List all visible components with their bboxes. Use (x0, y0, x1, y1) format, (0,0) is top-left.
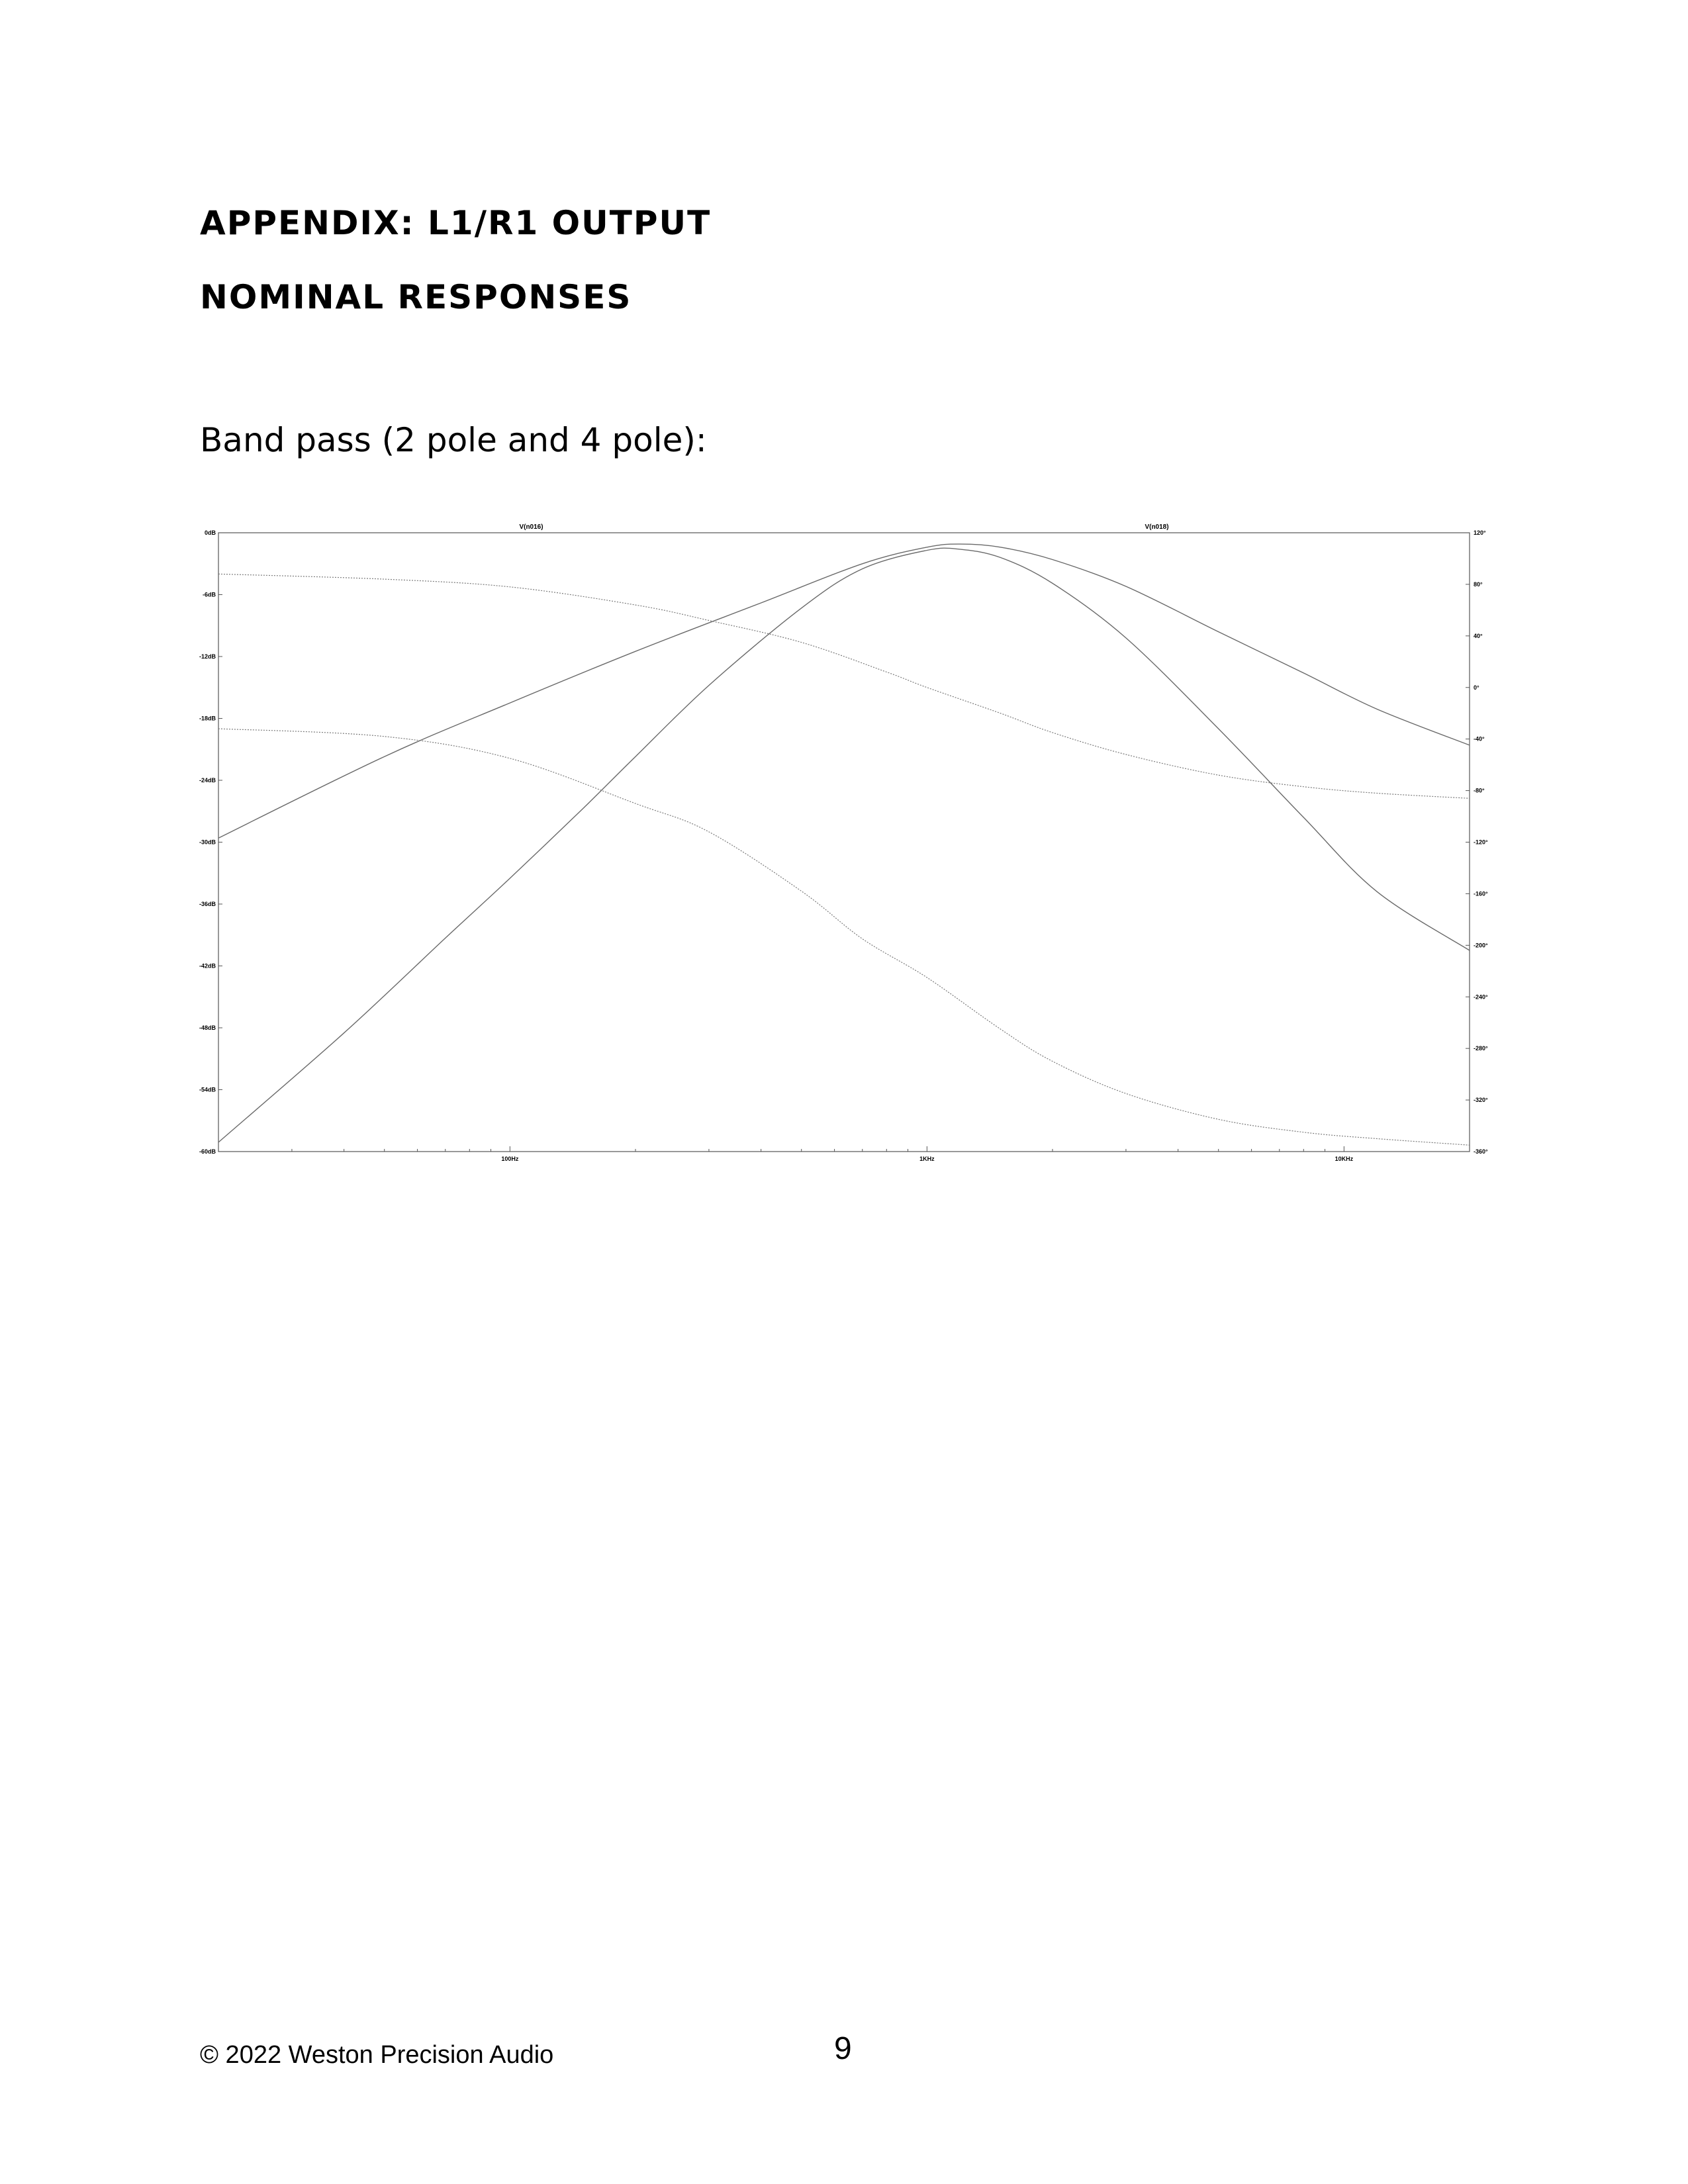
appendix-heading: APPENDIX: L1/R1 OUTPUT (200, 204, 712, 242)
right-tick-label: -120° (1474, 839, 1488, 846)
right-tick-label: -360° (1474, 1148, 1488, 1155)
left-tick-label: -24dB (199, 777, 216, 784)
frequency-response-chart (192, 520, 1503, 1168)
magnitude-curve-1 (218, 544, 1470, 838)
section-heading: NOMINAL RESPONSES (200, 278, 632, 316)
left-tick-label: -60dB (199, 1148, 216, 1155)
plot-border (218, 533, 1470, 1152)
trace-labels (519, 523, 1168, 531)
footer-copyright: © 2022 Weston Precision Audio (200, 2041, 554, 2069)
plot-frame (218, 533, 1470, 1152)
x-tick-label: 100Hz (501, 1156, 519, 1162)
phase-curve-4 (218, 729, 1470, 1145)
trace-label: V(n016) (519, 523, 543, 531)
right-tick-label: -280° (1474, 1045, 1488, 1052)
curves (218, 544, 1470, 1145)
left-tick-label: -12dB (199, 653, 216, 660)
trace-label: V(n018) (1145, 523, 1169, 531)
left-tick-label: -36dB (199, 901, 216, 907)
left-tick-label: -30dB (199, 839, 216, 846)
left-tick-label: -54dB (199, 1086, 216, 1093)
right-tick-label: 0° (1474, 684, 1479, 691)
right-tick-label: 40° (1474, 632, 1483, 639)
left-axis-db (199, 529, 222, 1155)
x-tick-label: 1KHz (919, 1156, 935, 1162)
chart-caption: Band pass (2 pole and 4 pole): (200, 421, 707, 459)
x-axis-frequency (218, 1146, 1470, 1162)
right-tick-label: -40° (1474, 735, 1485, 743)
left-tick-label: -42dB (199, 962, 216, 970)
right-tick-label: 80° (1474, 580, 1483, 588)
left-tick-label: -6dB (203, 591, 216, 598)
page-number: 9 (834, 2031, 852, 2066)
right-tick-label: -320° (1474, 1097, 1488, 1104)
right-tick-label: -160° (1474, 890, 1488, 897)
left-tick-label: -48dB (199, 1024, 216, 1031)
right-axis-degrees (1466, 529, 1488, 1155)
left-tick-label: -18dB (199, 715, 216, 722)
magnitude-curve-2 (218, 548, 1470, 1142)
right-tick-label: -200° (1474, 942, 1488, 949)
right-tick-label: -80° (1474, 787, 1485, 794)
phase-curve-3 (218, 574, 1470, 798)
right-tick-label: -240° (1474, 993, 1488, 1001)
right-tick-label: 120° (1474, 529, 1486, 536)
x-tick-label: 10KHz (1335, 1156, 1354, 1162)
left-tick-label: 0dB (204, 529, 216, 536)
